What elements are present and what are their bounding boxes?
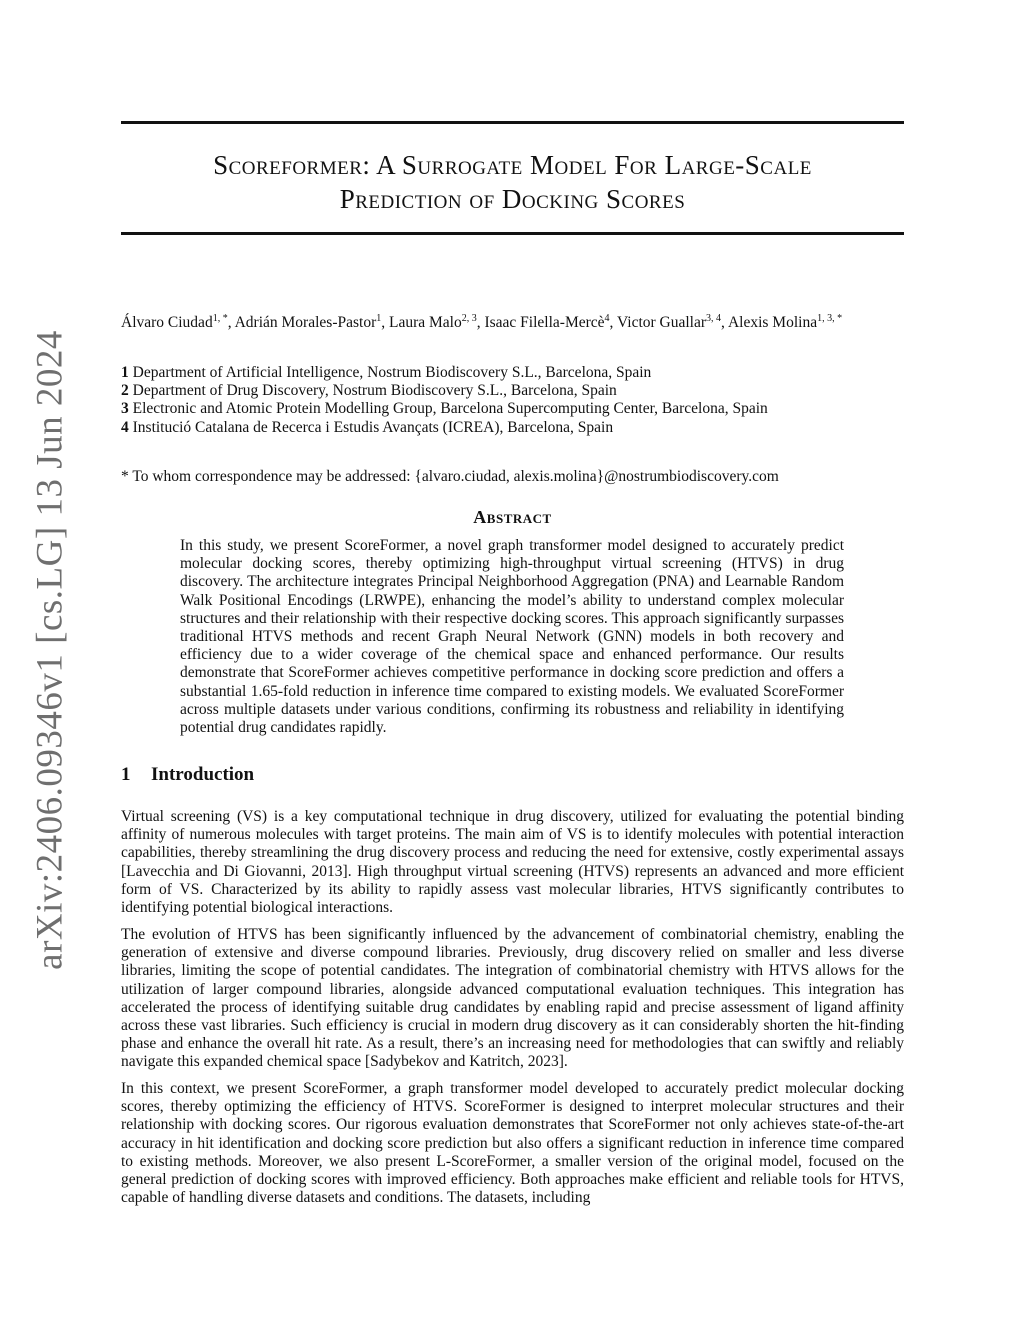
author: Laura Malo$^{2, 3}$ [388, 313, 477, 332]
author: Adrián Morales-Pastor$^1$ [234, 313, 382, 332]
body-paragraph: Virtual screening (VS) is a key computational technique in drug discovery, utilized for evaluating the potential binding affinity of numerous molecules with target proteins. The main aim of VS is to identify molecules with potential interaction capabilities, thereby streamlining the drug discovery process and reducing the need for extensive, costly experimental assays [Lavecchia and Di Giovanni, 2013]. High throughput virtual screening (HTVS) represents an advanced and more efficient form of VS. Characterized by its ability to rapidly assess vast molecular libraries, HTVS significantly contributes to identifying potential biological interactions. [121, 808, 904, 917]
body-paragraph: In this context, we present ScoreFormer, a graph transformer model developed to accurately predict molecular docking scores, thereby optimizing the efficiency of HTVS. ScoreFormer is designed to interpret molecular structures and their relationship with docking scores. Our rigorous evaluation demonstrates that ScoreFormer not only achieves state-of-the-art accuracy in hit identification and docking score prediction but also offers a significant reduction in inference time compared to existing methods. Moreover, we also present L-ScoreFormer, a smaller version of the original model, focused on the general prediction of docking scores with improved efficiency. Both approaches make efficient and reliable tools for HTVS, capable of handling diverse datasets and conditions. The datasets, including [121, 1080, 904, 1207]
affiliation: 4 Institució Catalana de Recerca i Estudis Avançats (ICREA), Barcelona, Spain [121, 418, 614, 436]
author: Victor Guallar$^{3, 4}$ [617, 313, 722, 332]
section-heading [121, 764, 254, 786]
section-number: 1 [121, 764, 131, 785]
affiliations [121, 364, 768, 437]
title-top-rule [121, 121, 904, 124]
abstract-heading: Abstract [473, 507, 552, 527]
correspondence-note: * To whom correspondence may be addressed: {alvaro.ciudad, alexis.molina}@nostrumbiodiscovery.com [121, 468, 779, 485]
affiliation: 2 Department of Drug Discovery, Nostrum Biodiscovery S.L., Barcelona, Spain [121, 382, 617, 400]
section-title: Introduction [151, 764, 255, 785]
title-bottom-rule [121, 232, 904, 235]
paper-title [121, 148, 904, 216]
affiliation: 1 Department of Artificial Intelligence, Nostrum Biodiscovery S.L., Barcelona, Spain [121, 364, 652, 381]
author: Isaac Filella-Mercè$^4$ [484, 313, 610, 332]
affiliation: 3 Electronic and Atomic Protein Modelling Group, Barcelona Supercomputing Center, Barcelona, Spain [121, 400, 768, 418]
author: Alexis Molina$^{1, 3, *}$ [727, 313, 843, 332]
author: Álvaro Ciudad$^{1, *}$ [121, 313, 228, 332]
abstract-text: In this study, we present ScoreFormer, a novel graph transformer model designed to accurately predict molecular docking scores, thereby optimizing high-throughput virtual screening (HTVS) in drug discovery. The architecture integrates Principal Neighborhood Aggregation (PNA) and Learnable Random Walk Positional Encodings (LRWPE), enhancing the model’s ability to understand complex molecular structures and their relationship with their respective docking scores. This approach significantly surpasses traditional HTVS methods and recent Graph Neural Network (GNN) models in both recovery and efficiency due to a wider coverage of the chemical space and enhanced performance. Our results demonstrate that ScoreFormer achieves competitive performance in docking score prediction and offers a substantial 1.65-fold reduction in inference time compared to existing models. We evaluated ScoreFormer across multiple datasets under various conditions, confirming its robustness and reliability in identifying potential drug candidates rapidly. [180, 537, 844, 737]
title-line-2: Prediction of Docking Scores [339, 184, 686, 214]
author-list: Álvaro Ciudad$^{1, *}$, Adrián Morales-Pastor$^1$, Laura Malo$^{2, 3}$, Isaac Filella-Mercè$^4$, Victor Guallar$^{3, 4}$, Alexis Molina$^{1, 3, *}$ [121, 313, 843, 332]
title-line-1: Scoreformer: A Surrogate Model For Large-Scale [213, 150, 812, 180]
body-paragraph: The evolution of HTVS has been significantly influenced by the advancement of combinatorial chemistry, enabling the generation of extensive and diverse compound libraries. Previously, drug discovery relied on smaller and less diverse libraries, limiting the scope of potential candidates. The integration of combinatorial chemistry with HTVS allows for the utilization of larger compound libraries, alongside advanced computational evaluation techniques. This integration has accelerated the process of identifying suitable drug candidates by enabling rapid and precise assessment of ligand affinity across these vast libraries. Such efficiency is crucial in modern drug discovery as it can considerably shorten the hit-finding phase and enhance the overall hit rate. As a result, there’s an increasing need for methodologies that can swiftly and reliably navigate this expanded chemical space [Sadybekov and Katritch, 2023]. [121, 926, 904, 1071]
arxiv-stamp: arXiv:2406.09346v1 [cs.LG] 13 Jun 2024 [29, 330, 71, 970]
